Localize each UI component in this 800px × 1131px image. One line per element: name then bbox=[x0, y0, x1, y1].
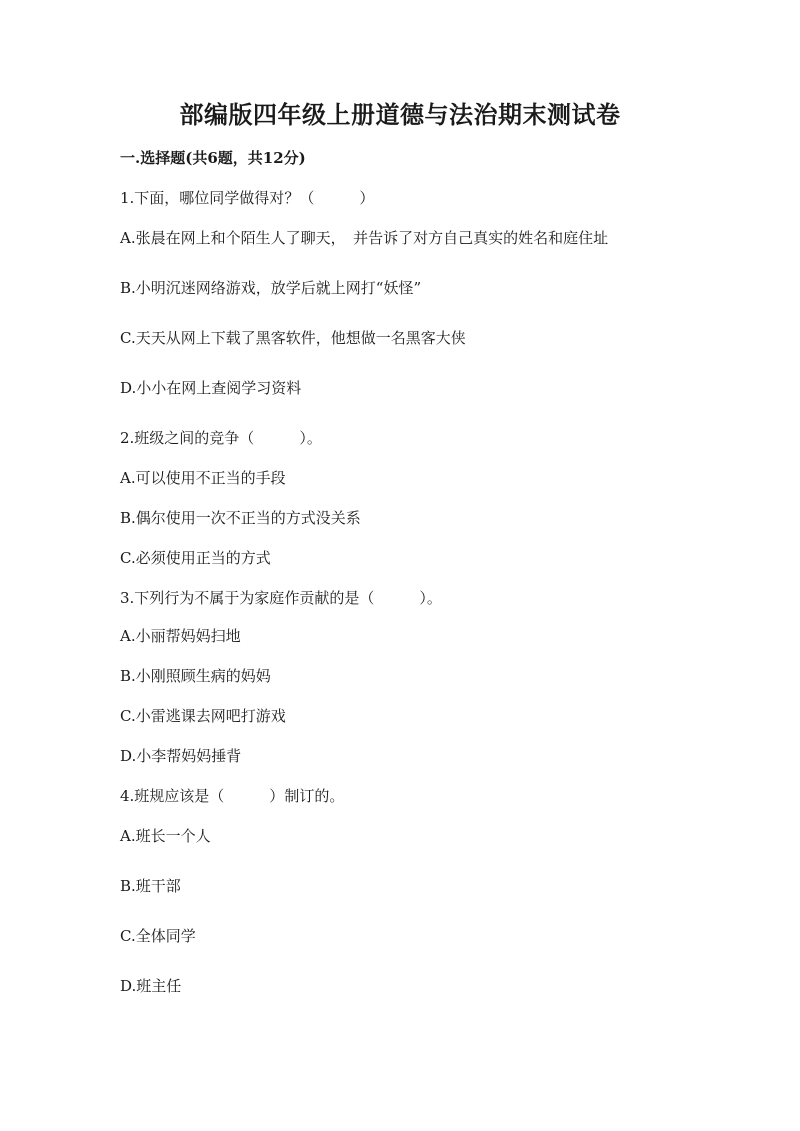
question-1-option-a: A.张晨在网上和个陌生人了聊天， 并告诉了对方自己真实的姓名和庭住址 bbox=[120, 229, 609, 247]
question-2-stem: 2.班级之间的竞争（ ）。 bbox=[120, 429, 322, 447]
question-4-option-b: B.班干部 bbox=[120, 877, 181, 895]
question-4-option-c: C.全体同学 bbox=[120, 927, 196, 945]
question-2-option-b: B.偶尔使用一次不正当的方式没关系 bbox=[120, 509, 361, 527]
question-1-stem: 1.下面，哪位同学做得对？（ ） bbox=[120, 189, 375, 207]
question-4-option-a: A.班长一个人 bbox=[120, 827, 211, 845]
question-2-option-a: A.可以使用不正当的手段 bbox=[120, 469, 286, 487]
question-4-option-d: D.班主任 bbox=[120, 977, 182, 995]
question-3-stem: 3.下列行为不属于为家庭作贡献的是（ ）。 bbox=[120, 589, 442, 607]
question-1-option-c: C.天天从网上下载了黑客软件，他想做一名黑客大侠 bbox=[120, 329, 466, 347]
question-3-option-d: D.小李帮妈妈捶背 bbox=[120, 747, 242, 765]
section-heading: 一.选择题(共6题，共12分) bbox=[120, 149, 306, 167]
question-4-stem: 4.班规应该是（ ）制订的。 bbox=[120, 787, 345, 805]
question-2-option-c: C.必须使用正当的方式 bbox=[120, 549, 271, 567]
question-3-option-a: A.小丽帮妈妈扫地 bbox=[120, 627, 241, 645]
question-1-option-d: D.小小在网上查阅学习资料 bbox=[120, 379, 302, 397]
question-1-option-b: B.小明沉迷网络游戏，放学后就上网打“妖怪” bbox=[120, 279, 422, 297]
question-3-option-c: C.小雷逃课去网吧打游戏 bbox=[120, 707, 286, 725]
page-title: 部编版四年级上册道德与法治期末测试卷 bbox=[179, 100, 621, 129]
question-3-option-b: B.小刚照顾生病的妈妈 bbox=[120, 667, 271, 685]
